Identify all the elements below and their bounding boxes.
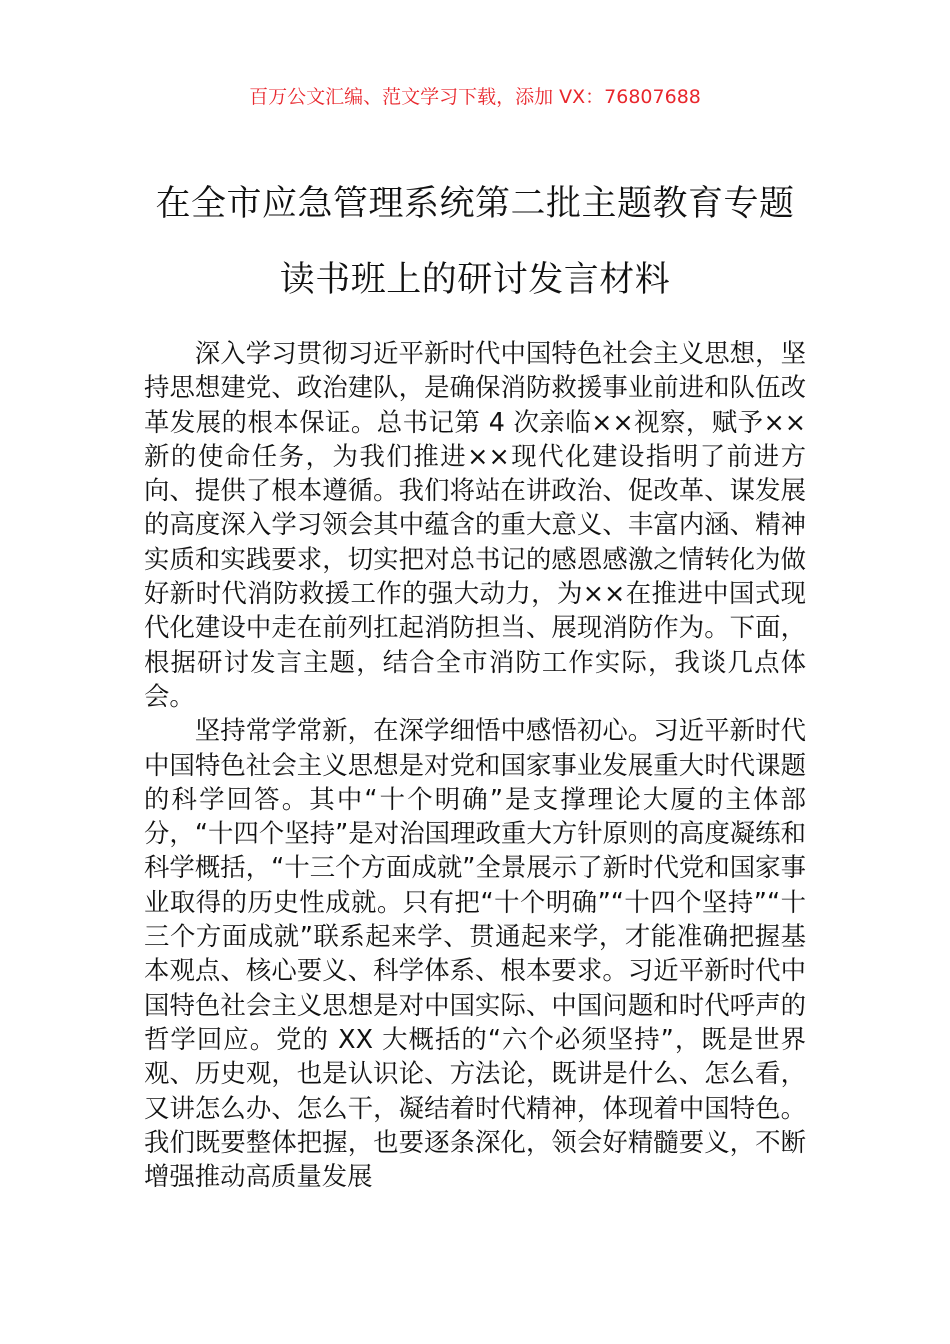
title-line-2: 读书班上的研讨发言材料 — [279, 260, 671, 300]
paragraph-study: 坚持常学常新，在深学细悟中感悟初心。习近平新时代中国特色社会主义思想是对党和国家事业发展重大时代课题的科学回答。其中“十个明确”是支撑理论大厦的主体部分，“十四个坚持”是对治国理政重大方针原则的高度凝练和科学概括，“十三个方面成就”全景展示了新时代党和国家事业取得的历史性成就。只有把“十个明确”“十四个坚持”“十三个方面成就”联系起来学、贯通起来学，才能准确把握基本观点、核心要义、科学体系、根本要求。习近平新时代中国特色社会主义思想是对中国实际、中国问题和时代呼声的哲学回应。党的 XX 大概括的“六个必须坚持”，既是世界观、历史观，也是认识论、方法论，既讲是什么、怎么看，又讲怎么办、怎么干，凝结着时代精神，体现着中国特色。我们既要整体把握，也要逐条深化，领会好精髓要义，不断增强推动高质量发展 — [144, 715, 806, 1192]
paragraph-intro: 深入学习贯彻习近平新时代中国特色社会主义思想，坚持思想建党、政治建队，是确保消防救援事业前进和队伍改革发展的根本保证。总书记第 4 次亲临××视察，赋予××新的使命任务，为我们推进××现代化建设指明了前进方向、提供了根本遵循。我们将站在讲政治、促改革、谋发展的高度深入学习领会其中蕴含的重大意义、丰富内涵、精神实质和实践要求，切实把对总书记的感恩感激之情转化为做好新时代消防救援工作的强大动力，为××在推进中国式现代化建设中走在前列扛起消防担当、展现消防作为。下面，根据研讨发言主题，结合全市消防工作实际，我谈几点体会。 — [144, 338, 806, 711]
title-line-1: 在全市应急管理系统第二批主题教育专题 — [155, 184, 795, 224]
header-banner: 百万公文汇编、范文学习下载，添加 VX：76807688 — [249, 86, 701, 108]
document-body — [144, 336, 806, 1193]
document-title — [60, 166, 890, 318]
